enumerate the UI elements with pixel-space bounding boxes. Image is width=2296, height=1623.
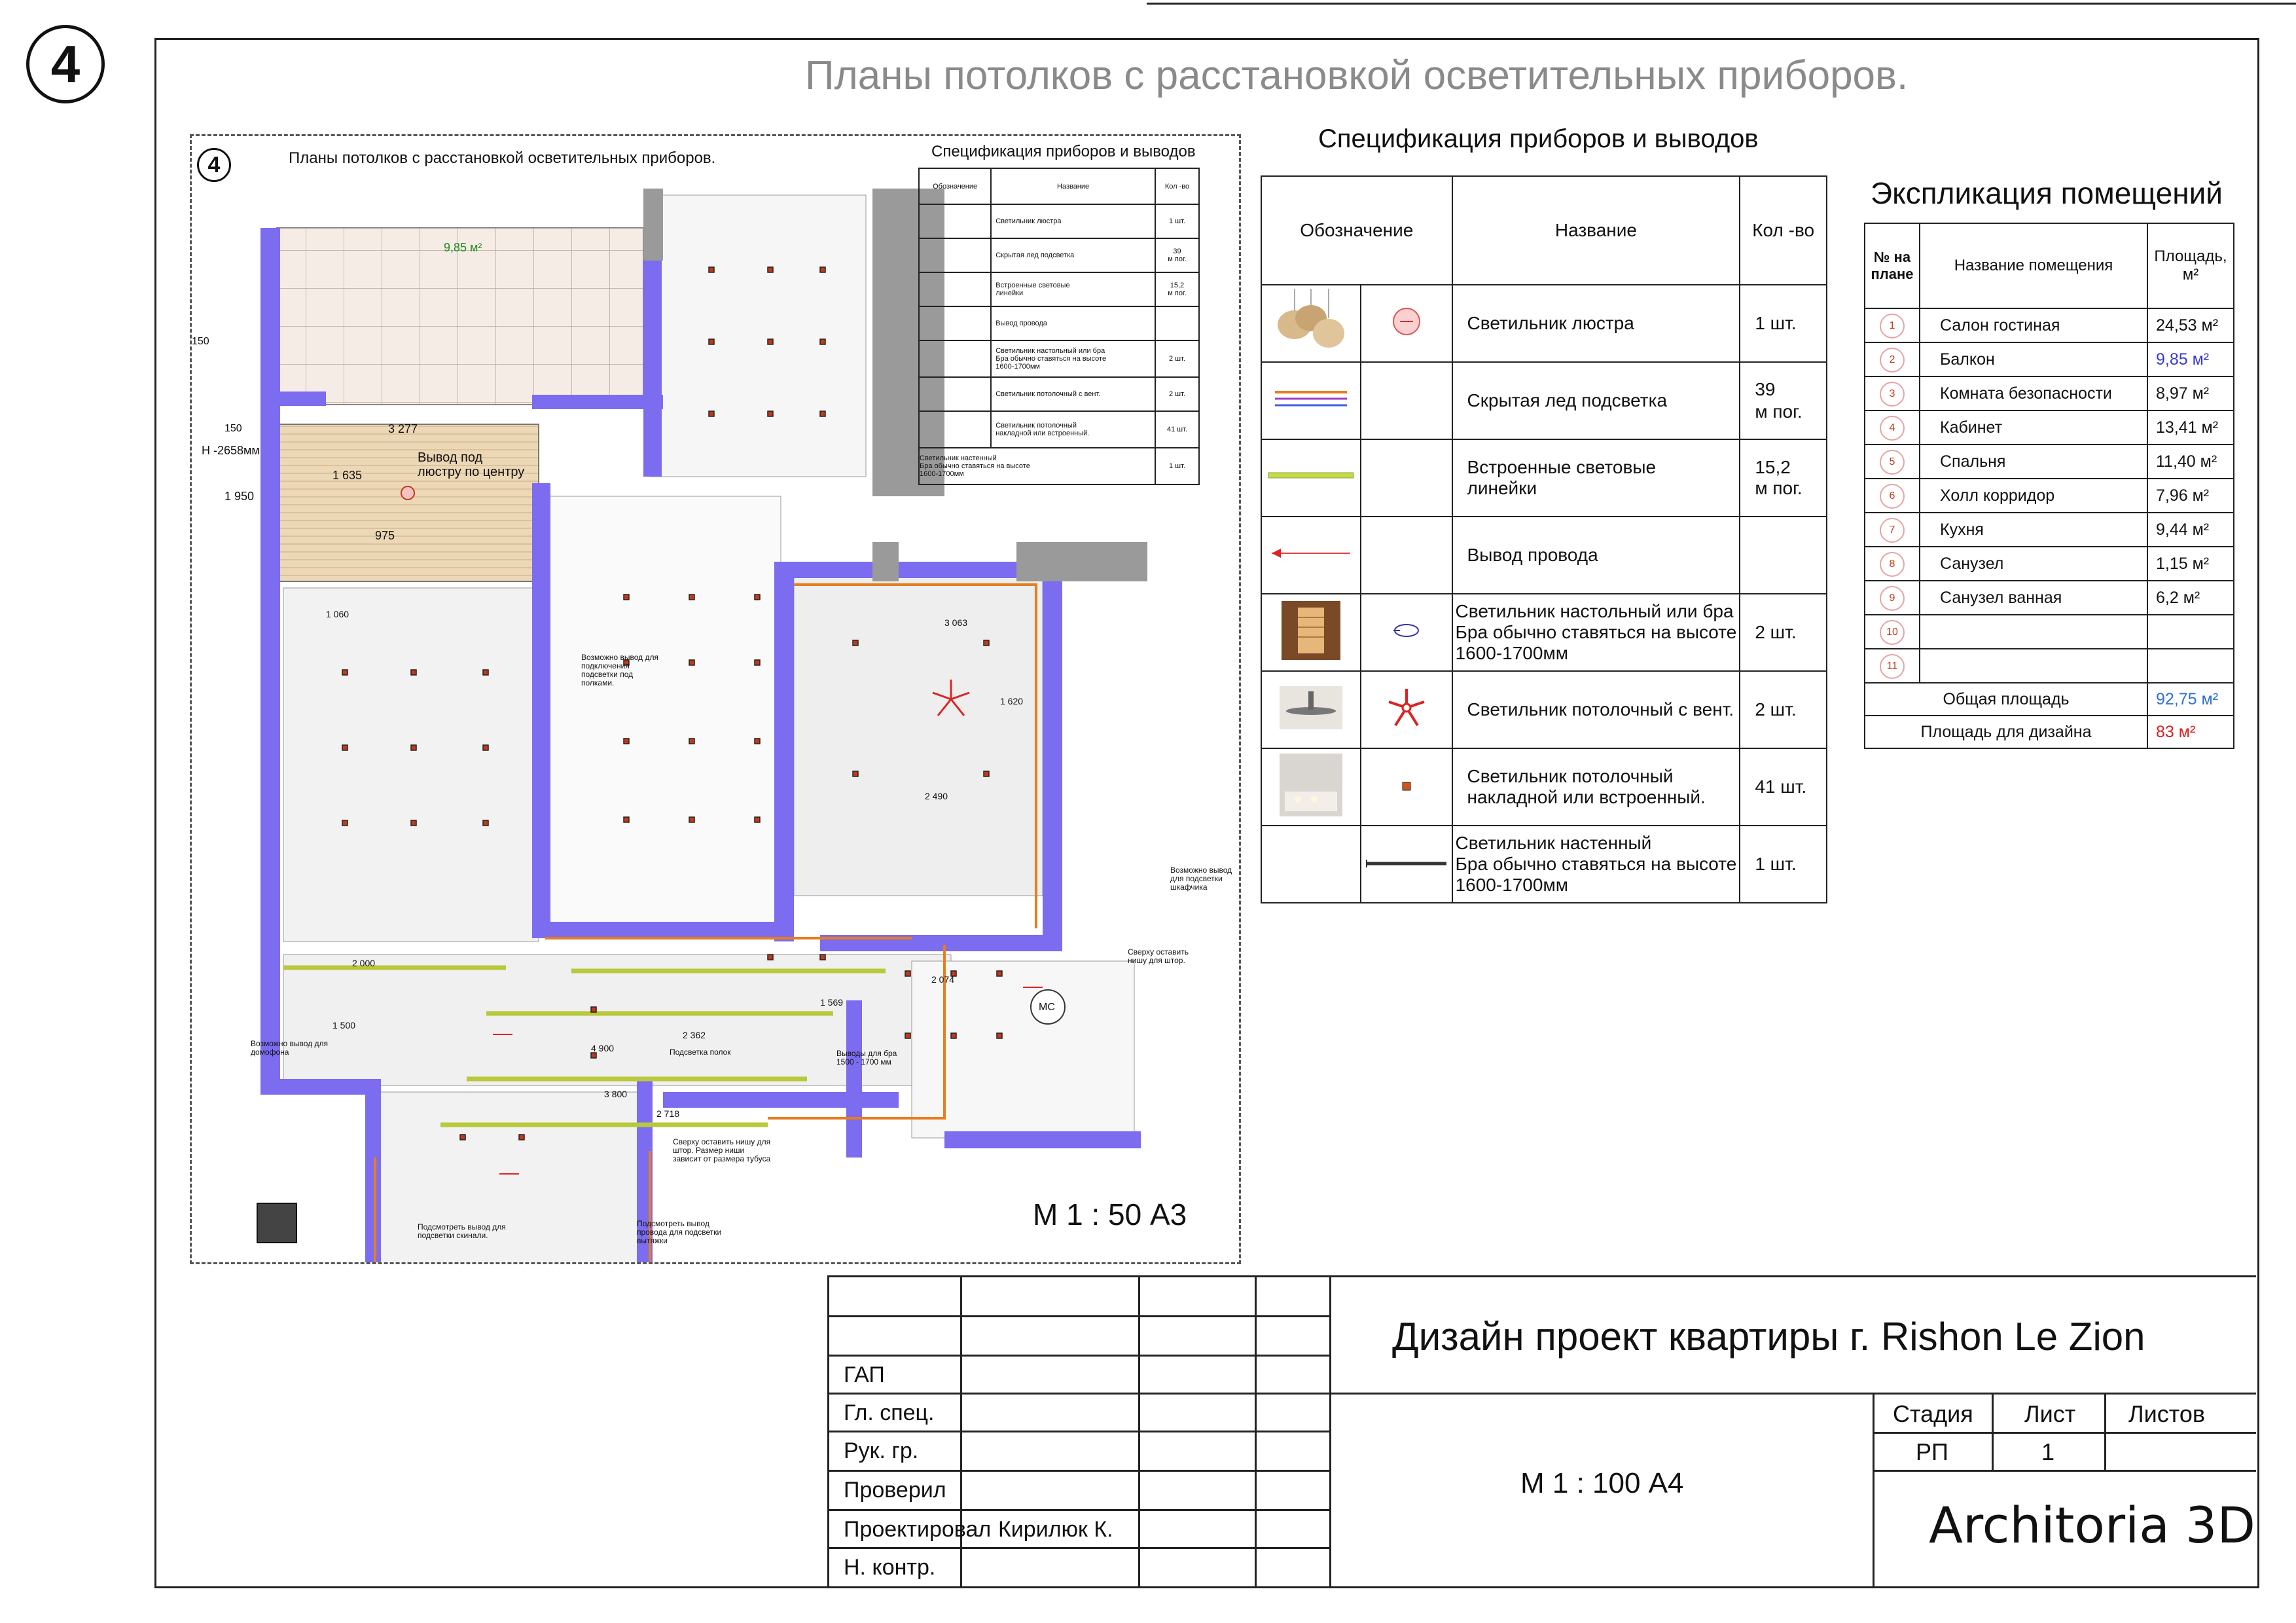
room-number-badge: 7	[1880, 518, 1905, 543]
dim-1060: 1 060	[326, 609, 350, 619]
plan-scale: М 1 : 50 А3	[1033, 1197, 1187, 1231]
role-norm-control: Н. контр.	[844, 1555, 936, 1580]
mini-spec-q1: 39 м пог.	[1155, 238, 1199, 272]
room-name	[1920, 649, 2147, 683]
wire-output-icon	[1265, 543, 1357, 563]
note-shelf-light: Подсветка полок	[670, 1048, 731, 1057]
room-name: Санузел	[1920, 547, 2147, 581]
note-sconce-a: Выводы для бра 1500 - 1700 мм	[836, 1049, 897, 1067]
plan-mini-spec-table	[918, 168, 1200, 485]
expl-header-name: Название помещения	[1920, 223, 2147, 308]
dim-3063: 3 063	[944, 617, 968, 628]
plan-spec-caption: Спецификация приборов и выводов	[931, 143, 1196, 160]
room-area	[2147, 649, 2234, 683]
room-number-badge: 6	[1880, 484, 1905, 509]
balcony-area-label: 9,85 м²	[444, 241, 482, 254]
dim-975: 975	[375, 529, 395, 542]
role-group-lead: Рук. гр.	[844, 1438, 919, 1463]
dim-2718: 2 718	[656, 1108, 680, 1119]
explication-caption: Экспликация помещений	[1871, 176, 2223, 210]
room-number-badge: 9	[1880, 586, 1905, 611]
spec-qty-wire	[1740, 517, 1827, 594]
dim-2490: 2 490	[925, 791, 948, 801]
room-number-badge: 5	[1880, 450, 1905, 475]
dim-1950: 1 950	[224, 490, 255, 503]
spot-light-photo-icon	[1278, 752, 1344, 818]
mini-spec-q4: 2 шт.	[1155, 340, 1199, 377]
dim-2074: 2 074	[931, 974, 955, 985]
design-area-value: 83 м²	[2147, 716, 2234, 748]
room-number-badge: 1	[1880, 314, 1905, 338]
spot-light-symbol-icon	[1400, 780, 1413, 793]
plan-title: Планы потолков с расстановкой осветительных приборов.	[289, 149, 716, 167]
room-number-badge: 3	[1880, 382, 1905, 407]
dim-1635: 1 635	[332, 469, 363, 482]
room-number-badge: 2	[1880, 348, 1905, 373]
total-area-label: Общая площадь	[1865, 683, 2147, 716]
dim-150-a: 150	[192, 336, 209, 347]
expl-header-area: Площадь, м²	[2147, 223, 2234, 308]
dim-3277: 3 277	[388, 422, 418, 435]
titleblock-scale: М 1 : 100 А4	[1520, 1467, 1684, 1499]
mini-spec-r1: Скрытая лед подсветка	[991, 238, 1155, 272]
room-number-badge: 8	[1880, 552, 1905, 577]
spec-row-wire: Вывод провода	[1452, 517, 1740, 594]
dim-150-b: 150	[224, 423, 242, 434]
note-cabinet: Возможно вывод для подсветки шкафчика	[1170, 866, 1232, 892]
total-area-value: 92,75 м²	[2147, 683, 2234, 716]
mini-spec-q5: 2 шт.	[1155, 377, 1199, 411]
room-area: 7,96 м²	[2147, 479, 2234, 513]
spec-caption: Спецификация приборов и выводов	[1318, 124, 1759, 153]
mini-spec-r3: Вывод провода	[991, 306, 1155, 340]
role-gap: ГАП	[844, 1362, 885, 1387]
chandelier-symbol-icon	[1391, 306, 1422, 337]
plan-number-badge: 4	[197, 148, 231, 182]
note-hood: Подсмотреть вывод провода для подсветки вытяжки	[637, 1219, 722, 1245]
safe-room-floor	[277, 424, 539, 581]
dim-3800: 3 800	[604, 1089, 628, 1099]
sheet-value: 1	[2041, 1438, 2055, 1465]
spec-header-symbol: Обозначение	[1261, 176, 1452, 285]
mini-spec-q7: 1 шт.	[1155, 448, 1199, 484]
spec-header-qty: Кол -во	[1740, 176, 1827, 285]
room-number-badge: 11	[1880, 654, 1905, 679]
mini-spec-r2: Встроенные световые линейки	[991, 272, 1155, 306]
dim-2000: 2 000	[352, 958, 376, 968]
ceiling-plan-drawing	[190, 134, 1241, 1264]
spec-row-spot: Светильник потолочный накладной или встроенный.	[1452, 748, 1740, 826]
spec-row-wall: Светильник настенный Бра обычно ставяться на высоте 1600-1700мм	[1452, 826, 1740, 903]
intercom-icon	[257, 1203, 296, 1243]
spec-qty-spot: 41 шт.	[1740, 748, 1827, 826]
note-curtain-niche: Сверху оставить нишу для штор. Размер ниши зависит от размера тубуса	[673, 1137, 771, 1163]
spec-qty-led: 39 м пог.	[1740, 362, 1827, 439]
spec-row-linear: Встроенные световые линейки	[1452, 439, 1740, 517]
sheets-label: Листов	[2128, 1400, 2205, 1427]
mini-spec-r7: Светильник настенный Бра обычно ставяться на высоте 1600-1700мм	[919, 448, 1155, 484]
role-checked: Проверил	[844, 1478, 946, 1503]
room-area: 1,15 м²	[2147, 547, 2234, 581]
spec-row-led: Скрытая лед подсветка	[1452, 362, 1740, 439]
room-area: 24,53 м²	[2147, 308, 2234, 342]
room-area: 8,97 м²	[2147, 376, 2234, 410]
room-name: Спальня	[1920, 445, 2147, 479]
fan-light-photo-icon	[1278, 685, 1344, 731]
mini-spec-r5: Светильник потолочный с вент.	[991, 377, 1155, 411]
led-strip-icon	[1268, 386, 1354, 412]
room-name: Комната безопасности	[1920, 376, 2147, 410]
mini-spec-r6: Светильник потолочный накладной или встроенный.	[991, 411, 1155, 448]
top-border-line	[1147, 3, 2296, 5]
company-logo-text: Architoria 3D	[1929, 1496, 2255, 1554]
page-title: Планы потолков с расстановкой осветительных приборов.	[805, 53, 1909, 98]
spec-row-sconce: Светильник настольный или бра Бра обычно ставяться на высоте 1600-1700мм	[1452, 594, 1740, 671]
mini-spec-h0: Обозначение	[919, 168, 991, 204]
spec-row-chandelier: Светильник люстра	[1452, 285, 1740, 362]
mini-spec-r0: Светильник люстра	[991, 204, 1155, 238]
mini-spec-q0: 1 шт.	[1155, 204, 1199, 238]
height-label: Н -2658мм	[202, 444, 260, 457]
dim-1569: 1 569	[820, 997, 844, 1008]
room-name: Салон гостиная	[1920, 308, 2147, 342]
sconce-symbol-icon	[1390, 621, 1423, 640]
design-area-label: Площадь для дизайна	[1865, 716, 2147, 748]
title-block	[827, 1275, 2256, 1586]
room-number-badge: 10	[1880, 620, 1905, 645]
spec-qty-chandelier: 1 шт.	[1740, 285, 1827, 362]
room-area: 11,40 м²	[2147, 445, 2234, 479]
chandelier-note: Вывод под люстру по центру	[418, 450, 525, 479]
linear-light-icon	[1265, 466, 1357, 486]
room-area: 9,85 м²	[2147, 342, 2234, 376]
spec-qty-wall: 1 шт.	[1740, 826, 1827, 903]
project-title: Дизайн проект квартиры г. Rishon Le Zion	[1392, 1315, 2145, 1359]
spec-qty-fan: 2 шт.	[1740, 671, 1827, 748]
dim-2362: 2 362	[683, 1030, 706, 1040]
room-name: Санузел ванная	[1920, 581, 2147, 615]
mini-spec-h1: Название	[991, 168, 1155, 204]
mini-spec-q6: 41 шт.	[1155, 411, 1199, 448]
chandelier-photo-icon	[1268, 289, 1354, 354]
expl-header-no: № на плане	[1865, 223, 1920, 308]
mc-label: МС	[1039, 1002, 1055, 1013]
dim-4900: 4 900	[591, 1043, 615, 1053]
note-shelf-backlight: Возможно вывод для подключения подсветки под полками.	[581, 653, 658, 687]
sheet-number-badge: 4	[26, 25, 105, 103]
note-curtain: Сверху оставить нишу для штор.	[1128, 947, 1189, 965]
room-area: 6,2 м²	[2147, 581, 2234, 615]
spec-qty-sconce: 2 шт.	[1740, 594, 1827, 671]
mini-spec-h2: Кол -во	[1155, 168, 1199, 204]
room-name	[1920, 615, 2147, 649]
room-name: Холл корридор	[1920, 479, 2147, 513]
room-area: 13,41 м²	[2147, 410, 2234, 445]
room-name: Кабинет	[1920, 410, 2147, 445]
stage-value: РП	[1916, 1438, 1948, 1465]
spec-row-fan: Светильник потолочный с вент.	[1452, 671, 1740, 748]
designer-name: Кирилюк К.	[998, 1517, 1113, 1542]
room-number-badge: 4	[1880, 416, 1905, 441]
spec-header-name: Название	[1452, 176, 1740, 285]
room-name: Балкон	[1920, 342, 2147, 376]
explication-table	[1864, 223, 2234, 749]
room-name: Кухня	[1920, 513, 2147, 547]
role-chief-spec: Гл. спец.	[844, 1400, 935, 1425]
spec-qty-linear: 15,2 м пог.	[1740, 439, 1827, 517]
stage-label: Стадия	[1893, 1400, 1973, 1427]
mini-spec-r4: Светильник настольный или бра Бра обычно ставяться на высоте 1600-1700мм	[991, 340, 1155, 377]
sconce-photo-icon	[1278, 598, 1344, 663]
dim-1500: 1 500	[332, 1020, 356, 1030]
mini-spec-q2: 15,2 м пог.	[1155, 272, 1199, 306]
fan-light-symbol-icon	[1384, 685, 1429, 731]
room-area	[2147, 615, 2234, 649]
wall-light-symbol-icon	[1364, 857, 1449, 870]
role-designed: Проектировал	[844, 1517, 992, 1542]
note-intercom: Возможно вывод для домофона	[251, 1039, 328, 1057]
dim-1620: 1 620	[1000, 696, 1024, 706]
sheet-label: Лист	[2024, 1400, 2076, 1427]
note-skinali: Подсмотреть вывод для подсветки скинали.	[418, 1222, 506, 1240]
chandelier-marker	[401, 486, 414, 500]
room-area: 9,44 м²	[2147, 513, 2234, 547]
spec-table	[1261, 175, 1827, 903]
